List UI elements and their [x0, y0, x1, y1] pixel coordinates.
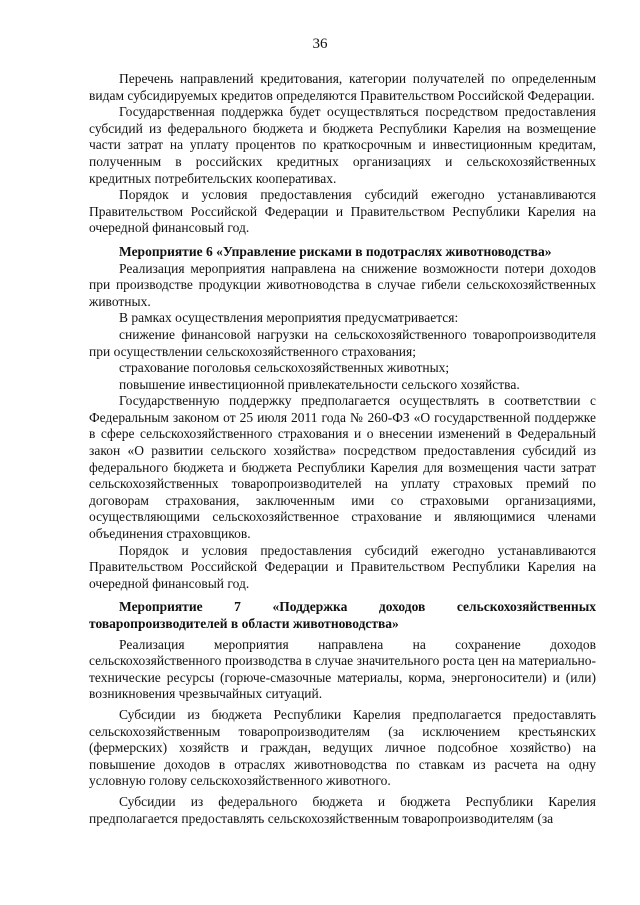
paragraph-state-support: Государственная поддержка будет осуществляться посредством предоставления субсидий из федерального бюджета и бюджета Республики Карелия на возмещение части затрат на уплату процентов по краткосрочным и инвестиционным кредитам, полученным в российских кредитных организациях и сельскохозяйственных кредитных потребительских кооперативах.	[89, 104, 596, 186]
document-body	[89, 71, 596, 827]
list-item-financial-burden: снижение финансовой нагрузки на сельскохозяйственного товаропроизводителя при осуществлении сельскохозяйственного страхования;	[89, 326, 596, 359]
paragraph-subsidy-procedure: Порядок и условия предоставления субсидий ежегодно устанавливаются Правительством Российской Федерации и Правительством Республики Карелия на очередной финансовый год.	[89, 187, 596, 236]
paragraph-measure-6-purpose: Реализация мероприятия направлена на снижение возможности потери доходов при производстве продукции животноводства в случае гибели сельскохозяйственных животных.	[89, 260, 596, 309]
paragraph-karelia-subsidies: Субсидии из бюджета Республики Карелия предполагается предоставлять сельскохозяйственным товаропроизводителям (за исключением крестьянских (фермерских) хозяйств и граждан, ведущих личное подсобное хозяйство) на повышение доходов в отраслях животноводства по ставкам из расчета на одну условную голову сельскохозяйственного животного.	[89, 706, 596, 789]
paragraph-measure-6-intro: В рамках осуществления мероприятия предусматривается:	[119, 310, 459, 326]
list-item-investment-attractiveness: повышение инвестиционной привлекательности сельского хозяйства.	[119, 376, 520, 392]
paragraph-federal-law-support: Государственную поддержку предполагается осуществлять в соответствии с Федеральным законом от 25 июля 2011 года № 260-ФЗ «О государственной поддержке в сфере сельскохозяйственного страхования и о внесении изменений в Федеральный закон «О развитии сельского хозяйства» посредством предоставления субсидий из федерального бюджета и бюджета Республики Карелия для возмещения части затрат сельскохозяйственных товаропроизводителей на уплату страховых премий по договорам страхования, заключенным ими со страховыми организациями, осуществляющими сельскохозяйственное страхование и являющимися членами объединения страховщиков.	[89, 393, 596, 542]
paragraph-credit-directions: Перечень направлений кредитования, категории получателей по определенным видам субсидируемых кредитов определяются Правительством Российской Федерации.	[89, 71, 596, 103]
paragraph-subsidy-procedure-2: Порядок и условия предоставления субсидий ежегодно устанавливаются Правительством Российской Федерации и Правительством Республики Карелия на очередной финансовый год.	[89, 542, 596, 591]
paragraph-measure-7-purpose: Реализация мероприятия направлена на сохранение доходов сельскохозяйственного производства в случае значительного роста цен на материально-технические ресурсы (горюче-смазочные материалы, корма, энергоносители) и (или) возникновения чрезвычайных ситуаций.	[89, 636, 596, 702]
page-number: 36	[312, 36, 328, 52]
paragraph-federal-subsidies: Субсидии из федерального бюджета и бюджета Республики Карелия предполагается предоставлять сельскохозяйственным товаропроизводителям (за	[89, 793, 596, 826]
heading-measure-6: Мероприятие 6 «Управление рисками в подотраслях животноводства»	[119, 243, 552, 259]
heading-measure-7: Мероприятие 7 «Поддержка доходов сельскохозяйственных товаропроизводителей в области животноводства»	[89, 599, 596, 631]
list-item-livestock-insurance: страхование поголовья сельскохозяйственных животных;	[119, 360, 450, 376]
